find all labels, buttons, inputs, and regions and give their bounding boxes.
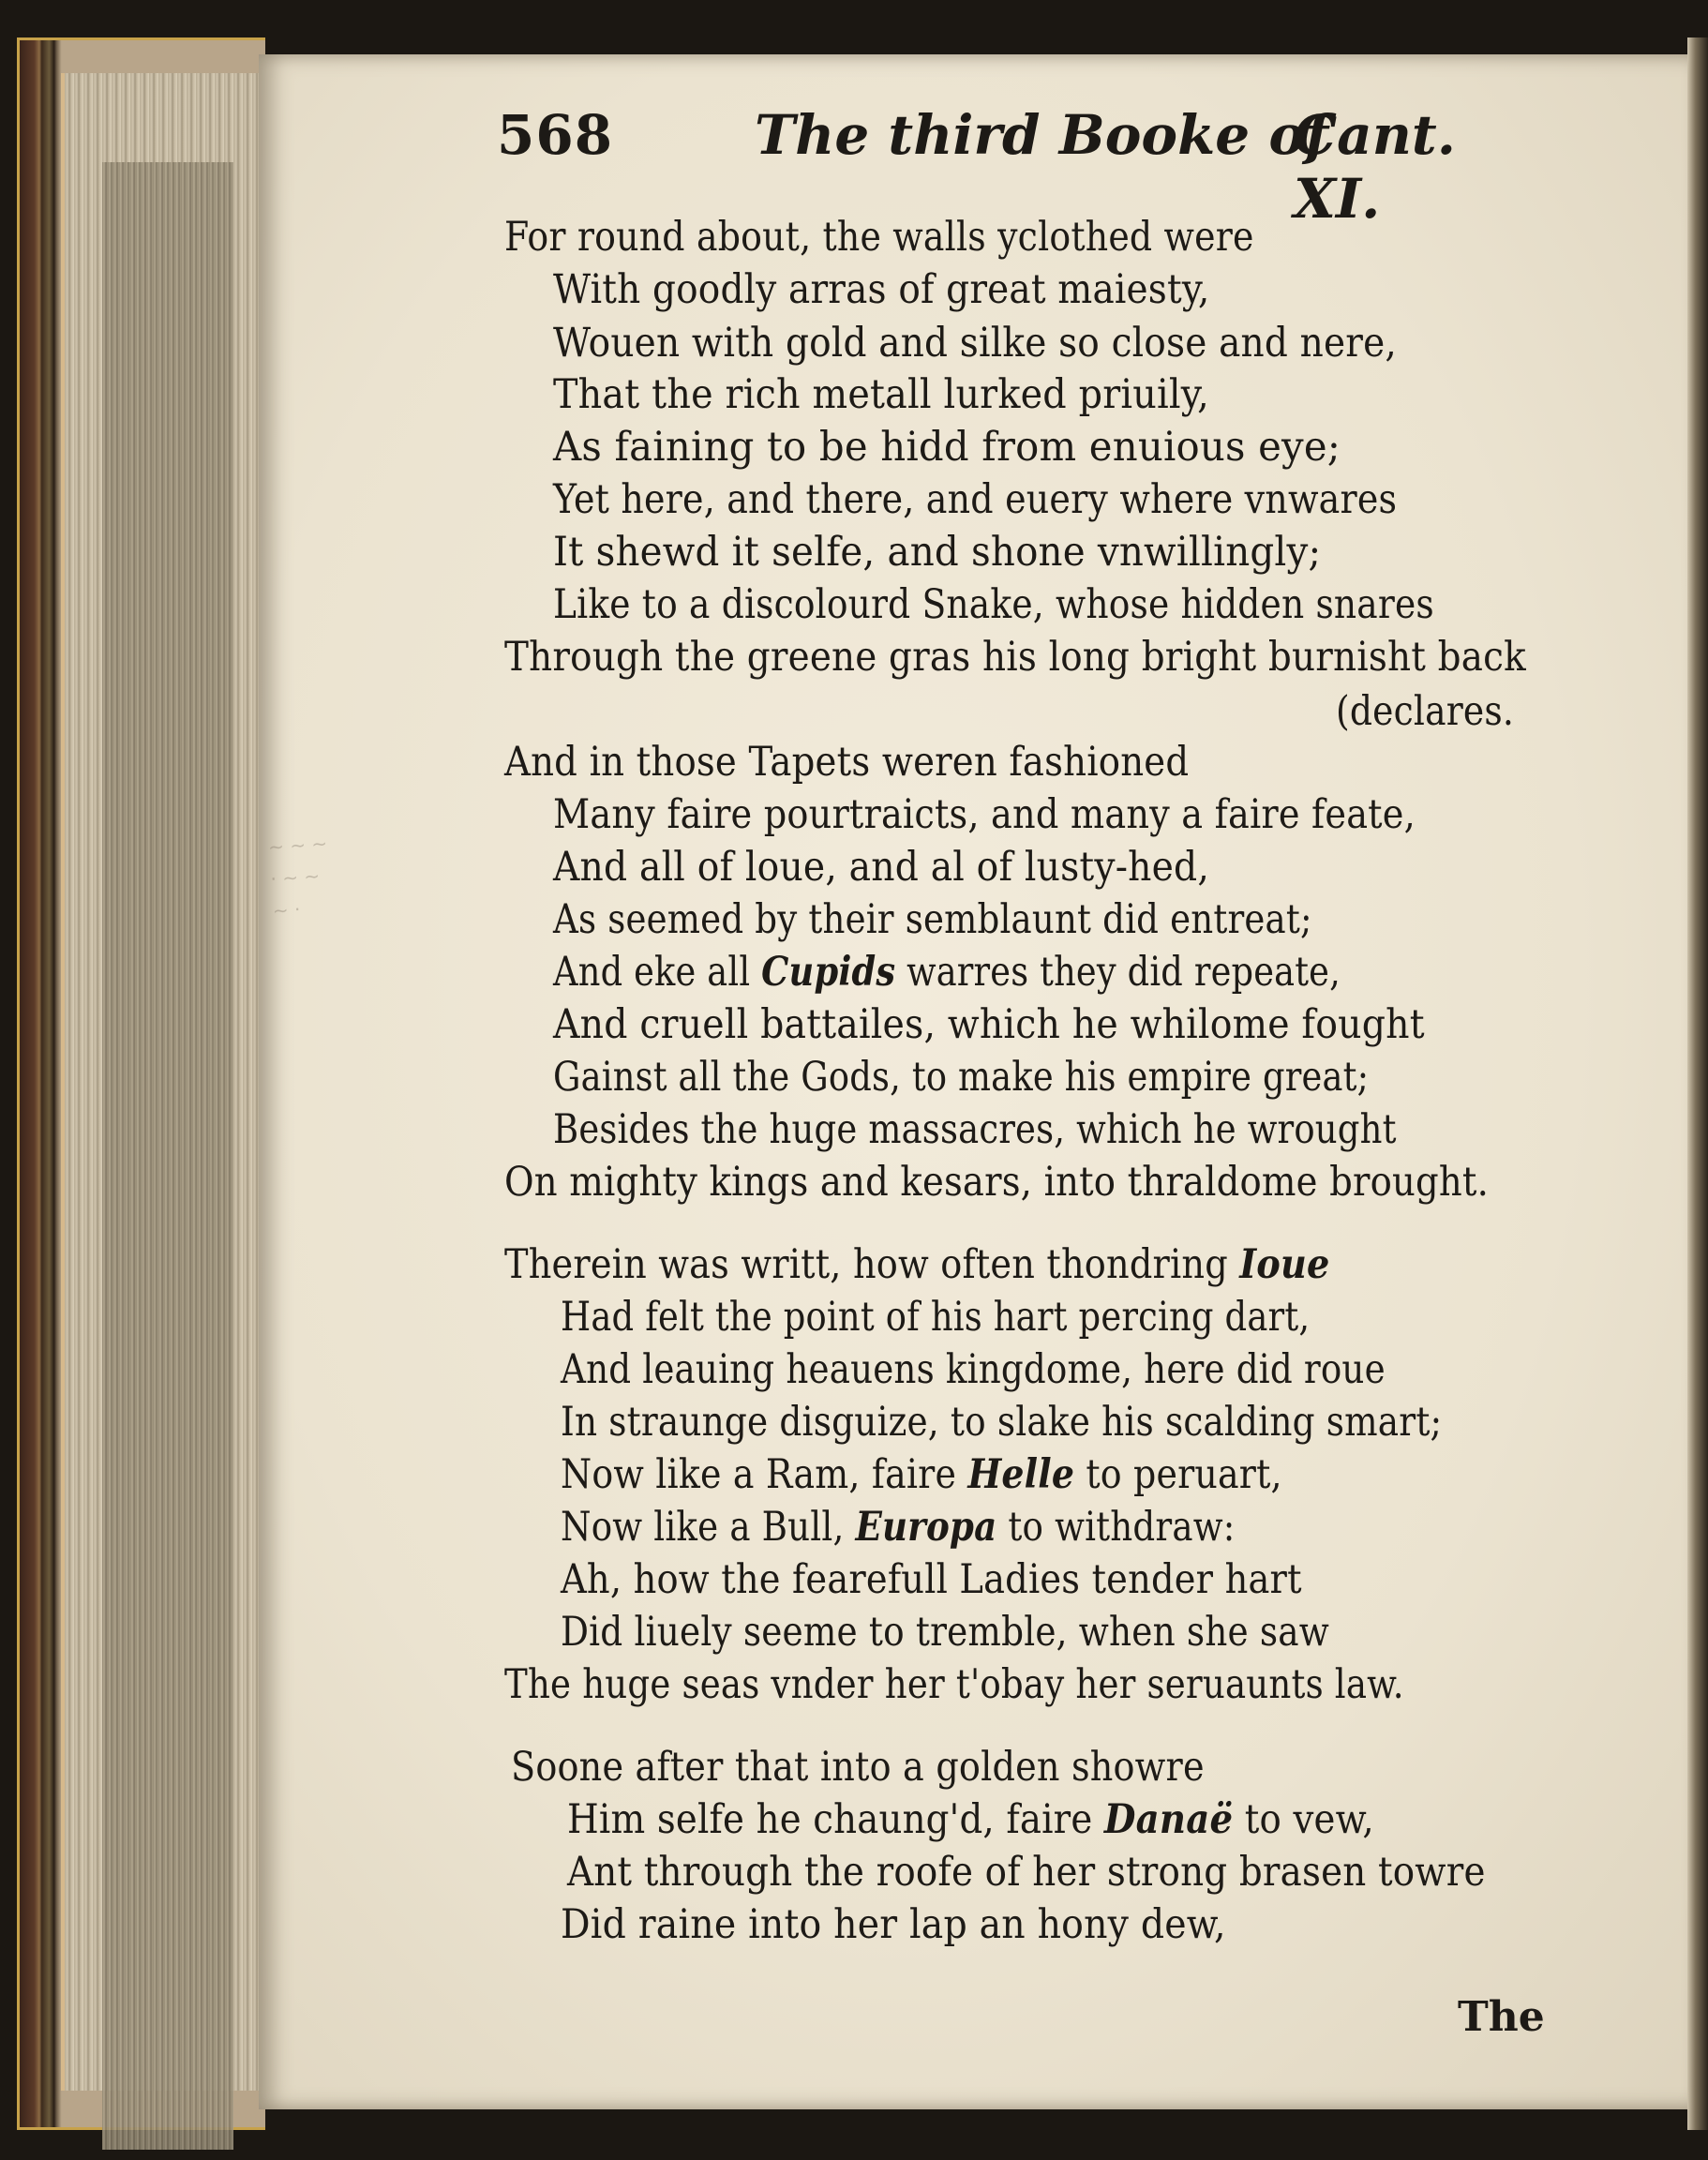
verse-text: Had felt the point of his hart percing dart, [561,1294,1311,1341]
verse-line [553,1106,1397,1153]
verse-text: Did raine into her lap an hony dew, [561,1901,1226,1948]
verse-text: Him selfe he chaung'd, faire [567,1796,1104,1843]
verse-line [1336,688,1515,735]
verse-text: Ah, how the fearefull Ladies tender hart [561,1556,1302,1603]
verse-line [553,791,1416,838]
verse-text: to withdraw: [996,1504,1236,1551]
verse-line [504,1661,1404,1708]
verse-line [553,949,1341,996]
verse-line [553,896,1312,943]
verse-line [553,476,1398,523]
verse-text: Therein was writt, how often thondring [504,1241,1240,1288]
verse-line [553,1001,1425,1048]
verse-line [561,1451,1282,1498]
verse-text: It shewd it selfe, and shone vnwillingly; [553,529,1322,576]
italic-name: Ioue [1239,1241,1330,1288]
verse-line [553,844,1210,891]
verse-text: Many faire pourtraicts, and many a faire feate, [553,791,1416,838]
verse-line [553,371,1209,418]
page-header [497,103,1537,231]
verse-line [553,266,1210,313]
verse-line [504,739,1190,786]
verse-line [561,1346,1386,1393]
verse-text: Through the greene gras his long bright burnisht back [504,634,1526,681]
verse-line [561,1609,1329,1656]
verse-line [553,581,1434,628]
verse-line [504,1159,1490,1206]
verse-text: Soone after that into a golden showre [511,1744,1205,1791]
verse-text: to vew, [1233,1796,1374,1843]
page-stack [61,73,266,2091]
verse-text: Like to a discolourd Snake, whose hidden snares [553,581,1434,628]
verse-line [561,1294,1311,1341]
verse-text: Gainst all the Gods, to make his empire great; [553,1054,1370,1101]
italic-name: Danaë [1103,1796,1234,1843]
verse-line [567,1849,1486,1896]
verse-text: to peruart, [1074,1451,1282,1498]
running-title: The third Booke of [755,103,1329,167]
verse-line [561,1901,1226,1948]
verse-line [504,1241,1330,1288]
verse-text: warres they did repeate, [895,949,1341,996]
verse-text: (declares. [1336,688,1515,735]
verse-line [504,214,1254,261]
verse-line [561,1504,1236,1551]
verse-text: With goodly arras of great maiesty, [553,266,1210,313]
verse-line [561,1399,1443,1446]
verse-line [553,320,1397,367]
verse-text: As faining to be hidd from enuious eye; [553,424,1341,471]
verse-text: Now like a Ram, faire [561,1451,968,1498]
verse-line [504,634,1526,681]
verse-text: Now like a Bull, [561,1504,856,1551]
verse-text: And eke all [553,949,762,996]
canto-label: Cant. XI. [1294,103,1456,231]
page-number: 568 [497,103,614,167]
italic-name: Europa [855,1504,997,1551]
verse-line [511,1744,1205,1791]
catchword: The [1458,1993,1545,2041]
verse-text: And in those Tapets weren fashioned [504,739,1190,786]
verse-text: That the rich metall lurked priuily, [553,371,1209,418]
faint-marginalia: ~ ~ ~ · ~ ~ ~ · [267,832,328,922]
verse-text: And leauing heauens kingdome, here did roue [561,1346,1386,1393]
verse-text: Wouen with gold and silke so close and nere, [553,320,1397,367]
verse-text: The huge seas vnder her t'obay her seruaunts law. [504,1661,1404,1708]
verse-text: For round about, the walls yclothed were [504,214,1254,261]
verse-line [561,1556,1302,1603]
verse-line [567,1796,1374,1843]
verse-text: Yet here, and there, and euery where vnwares [553,476,1398,523]
italic-name: Helle [967,1451,1075,1498]
verse-line [553,529,1322,576]
verse-text: Besides the huge massacres, which he wrought [553,1106,1397,1153]
verse-text: As seemed by their semblaunt did entreat; [553,896,1312,943]
verse-text: In straunge disguize, to slake his scalding smart; [561,1399,1443,1446]
verse-text: Did liuely seeme to tremble, when she saw [561,1609,1329,1656]
verse-line [553,1054,1370,1101]
verse-text: And all of loue, and al of lusty-hed, [553,844,1210,891]
verse-text: On mighty kings and kesars, into thraldome brought. [504,1159,1490,1206]
verse-text: Ant through the roofe of her strong brasen towre [567,1849,1486,1896]
book-right-edge [1687,38,1708,2130]
italic-name: Cupids [761,949,896,996]
verse-text: And cruell battailes, which he whilome fought [553,1001,1425,1048]
verse-line [553,424,1341,471]
